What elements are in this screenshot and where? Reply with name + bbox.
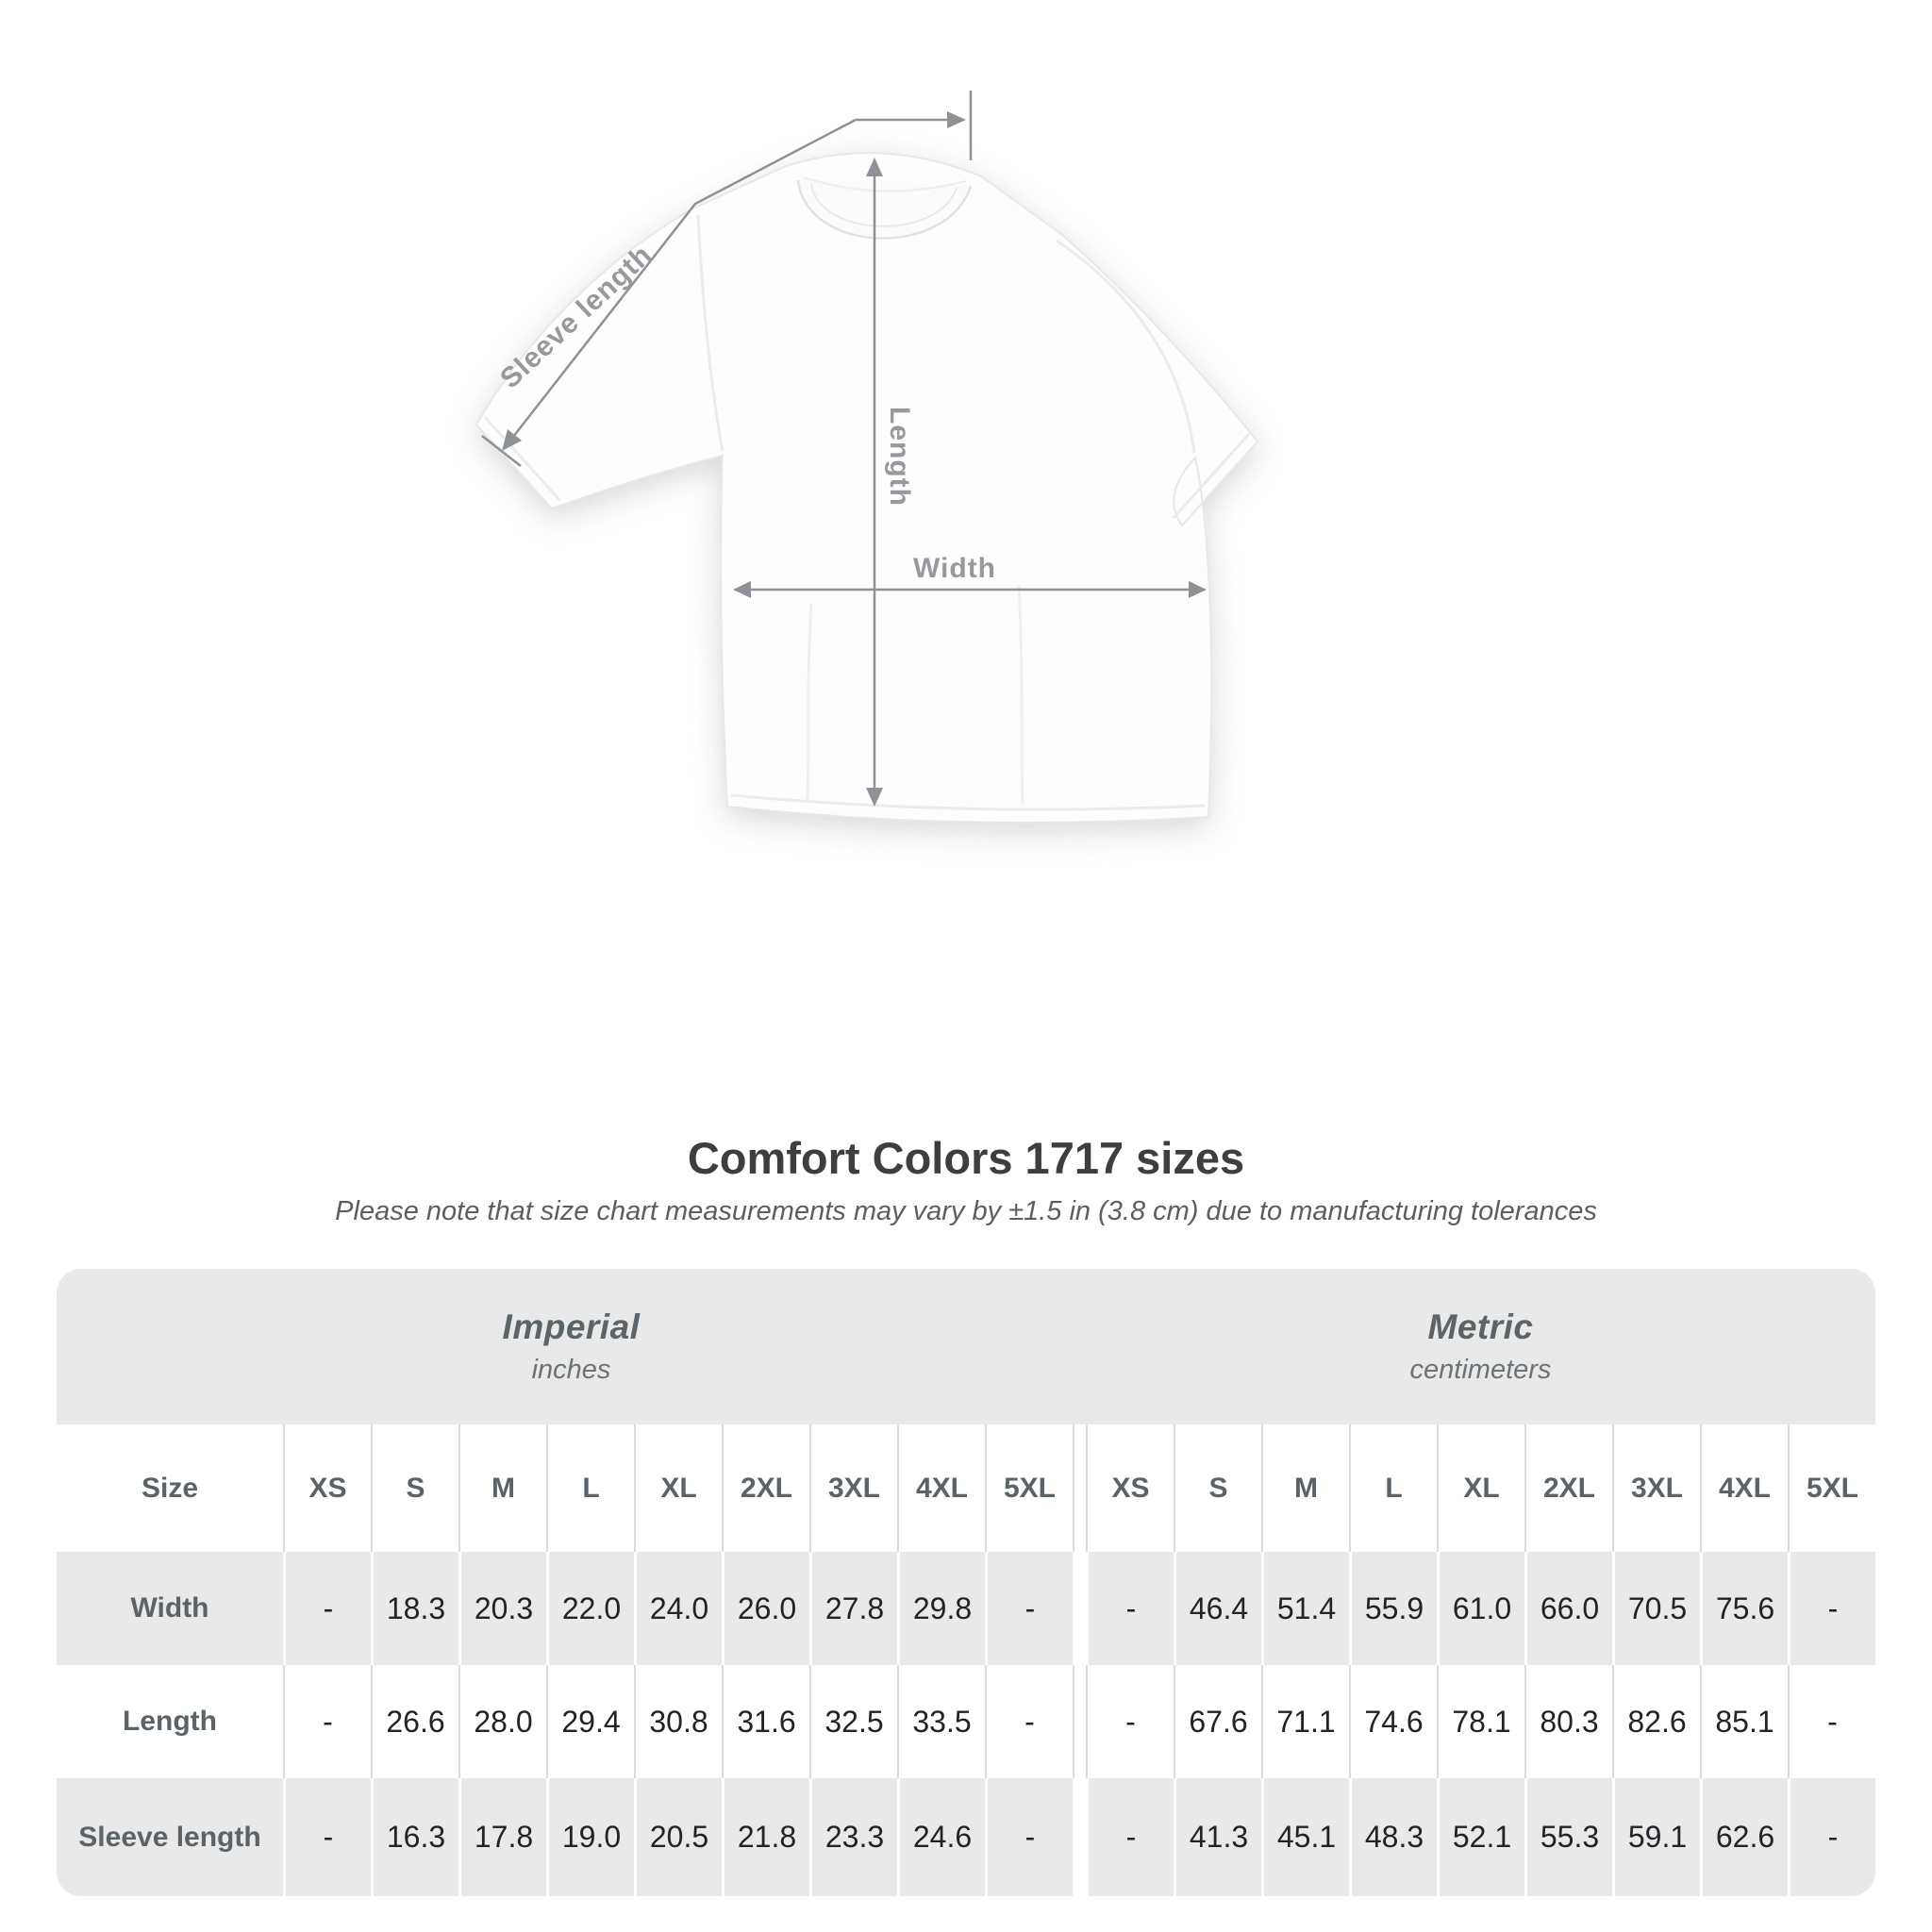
size-header-imperial-5xl: 5XL <box>985 1424 1073 1552</box>
size-header-imperial-xl: XL <box>634 1424 722 1552</box>
row-label-sleeve-length: Sleeve length <box>57 1778 283 1896</box>
table-cell: 45.1 <box>1261 1778 1349 1896</box>
table-cell: 26.6 <box>371 1665 458 1778</box>
table-cell: - <box>985 1665 1073 1778</box>
sleeve-length-arrow-right-icon <box>947 111 966 128</box>
metric-unit: centimeters <box>1409 1355 1552 1385</box>
table-cell: - <box>1788 1778 1875 1896</box>
table-cell: - <box>283 1665 371 1778</box>
size-header-metric-l: L <box>1349 1424 1437 1552</box>
table-cell: 28.0 <box>458 1665 546 1778</box>
size-header-metric-xl: XL <box>1437 1424 1524 1552</box>
size-column-header: Size <box>57 1424 283 1552</box>
table-cell: 70.5 <box>1612 1552 1700 1665</box>
width-label: Width <box>912 553 997 584</box>
table-cell: 59.1 <box>1612 1778 1700 1896</box>
size-header-imperial-s: S <box>371 1424 458 1552</box>
size-header-metric-xs: XS <box>1086 1424 1174 1552</box>
table-cell: 24.6 <box>897 1778 985 1896</box>
table-cell: 29.8 <box>897 1552 985 1665</box>
table-cell: 29.4 <box>546 1665 634 1778</box>
size-header-metric-4xl: 4XL <box>1700 1424 1788 1552</box>
imperial-section-header <box>57 1269 1086 1424</box>
table-cell: 30.8 <box>634 1665 722 1778</box>
table-cell: 26.0 <box>722 1552 809 1665</box>
imperial-unit: inches <box>531 1355 611 1385</box>
table-cell: 75.6 <box>1700 1552 1788 1665</box>
table-cell: 20.3 <box>458 1552 546 1665</box>
table-cell: 46.4 <box>1174 1552 1261 1665</box>
table-cell: 62.6 <box>1700 1778 1788 1896</box>
row-label-width: Width <box>57 1552 283 1665</box>
size-header-metric-2xl: 2XL <box>1524 1424 1612 1552</box>
table-cell: 18.3 <box>371 1552 458 1665</box>
size-header-imperial-xs: XS <box>283 1424 371 1552</box>
table-cell: 78.1 <box>1437 1665 1524 1778</box>
table-cell: 61.0 <box>1437 1552 1524 1665</box>
table-cell: 32.5 <box>809 1665 897 1778</box>
table-cell: 19.0 <box>546 1778 634 1896</box>
size-header-imperial-m: M <box>458 1424 546 1552</box>
table-cell: - <box>1086 1778 1174 1896</box>
size-header-metric-3xl: 3XL <box>1612 1424 1700 1552</box>
sleeve-length-label: Sleeve length <box>494 239 658 395</box>
table-cell: 16.3 <box>371 1778 458 1896</box>
table-cell: 27.8 <box>809 1552 897 1665</box>
table-cell: 24.0 <box>634 1552 722 1665</box>
section-divider <box>1073 1665 1086 1778</box>
table-cell: - <box>283 1778 371 1896</box>
table-cell: 22.0 <box>546 1552 634 1665</box>
size-header-metric-m: M <box>1261 1424 1349 1552</box>
table-cell: 48.3 <box>1349 1778 1437 1896</box>
table-cell: 55.9 <box>1349 1552 1437 1665</box>
size-header-imperial-3xl: 3XL <box>809 1424 897 1552</box>
table-cell: - <box>1788 1552 1875 1665</box>
table-cell: - <box>283 1552 371 1665</box>
table-cell: 41.3 <box>1174 1778 1261 1896</box>
size-header-imperial-2xl: 2XL <box>722 1424 809 1552</box>
size-table <box>57 1269 1875 1896</box>
table-cell: 55.3 <box>1524 1778 1612 1896</box>
table-cell: 67.6 <box>1174 1665 1261 1778</box>
table-cell: - <box>985 1778 1073 1896</box>
imperial-title: Imperial <box>502 1307 641 1346</box>
row-label-length: Length <box>57 1665 283 1778</box>
section-divider <box>1073 1424 1086 1552</box>
table-cell: 82.6 <box>1612 1665 1700 1778</box>
metric-title: Metric <box>1427 1307 1534 1346</box>
table-cell: 31.6 <box>722 1665 809 1778</box>
table-cell: - <box>1086 1552 1174 1665</box>
page-title: Comfort Colors 1717 sizes <box>687 1133 1245 1183</box>
table-cell: 85.1 <box>1700 1665 1788 1778</box>
section-divider <box>1073 1552 1086 1665</box>
table-cell: 33.5 <box>897 1665 985 1778</box>
table-cell: 51.4 <box>1261 1552 1349 1665</box>
table-cell: 21.8 <box>722 1778 809 1896</box>
table-cell: - <box>1086 1665 1174 1778</box>
table-cell: 71.1 <box>1261 1665 1349 1778</box>
table-cell: - <box>1788 1665 1875 1778</box>
tshirt-graphic <box>476 153 1257 823</box>
table-cell: - <box>985 1552 1073 1665</box>
tshirt-silhouette <box>476 153 1257 823</box>
table-cell: 23.3 <box>809 1778 897 1896</box>
size-header-metric-5xl: 5XL <box>1788 1424 1875 1552</box>
tolerance-note: Please note that size chart measurements may vary by ±1.5 in (3.8 cm) due to manufacturing tolerances <box>335 1196 1597 1226</box>
table-cell: 66.0 <box>1524 1552 1612 1665</box>
metric-section-header <box>1086 1269 1875 1424</box>
section-divider <box>1073 1778 1086 1896</box>
table-cell: 80.3 <box>1524 1665 1612 1778</box>
size-header-imperial-l: L <box>546 1424 634 1552</box>
size-header-imperial-4xl: 4XL <box>897 1424 985 1552</box>
size-header-metric-s: S <box>1174 1424 1261 1552</box>
table-cell: 52.1 <box>1437 1778 1524 1896</box>
length-label: Length <box>884 407 916 507</box>
table-cell: 74.6 <box>1349 1665 1437 1778</box>
table-cell: 17.8 <box>458 1778 546 1896</box>
table-cell: 20.5 <box>634 1778 722 1896</box>
